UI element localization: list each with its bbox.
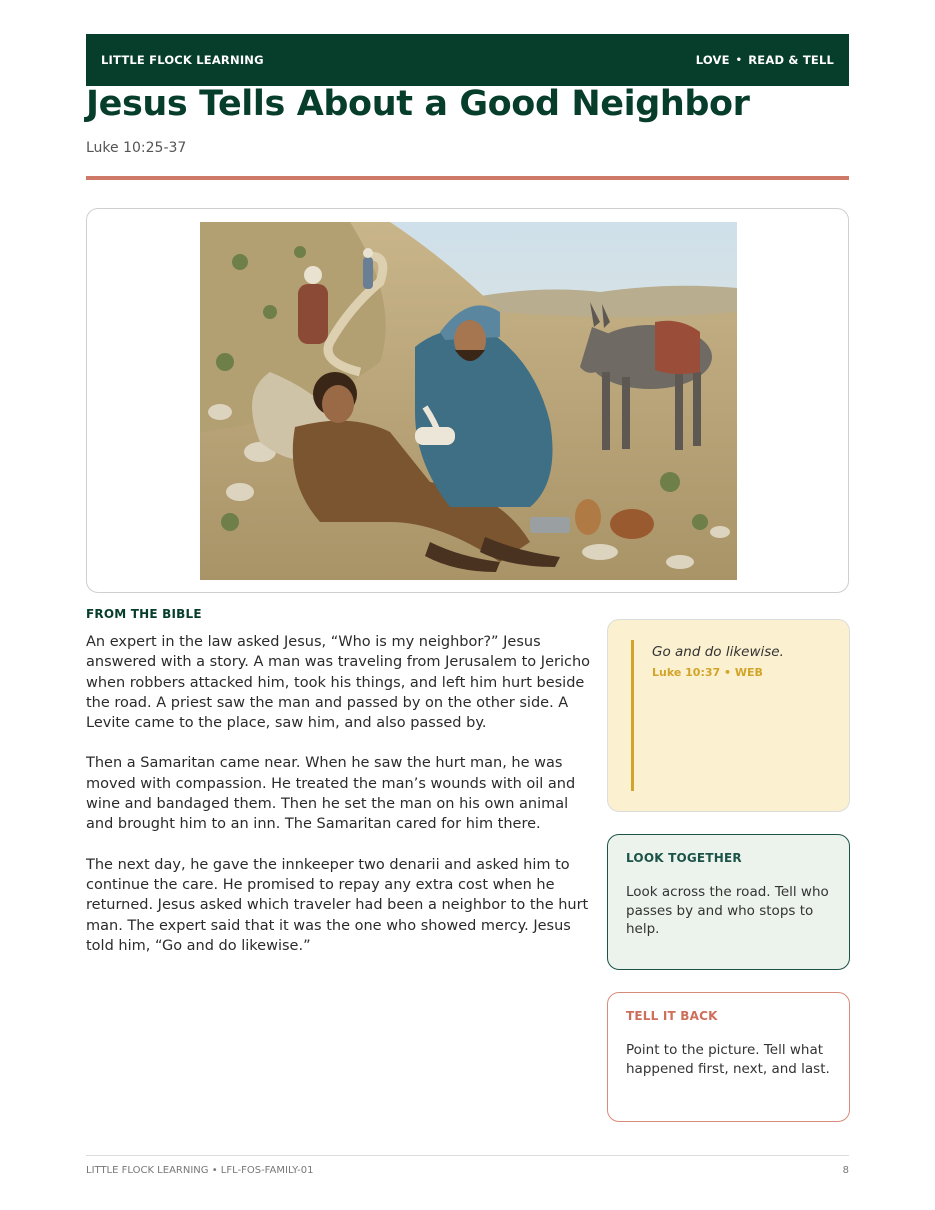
scripture-reference: Luke 10:25-37 — [86, 140, 187, 156]
memory-verse-card — [607, 619, 850, 812]
look-together-body: Look across the road. Tell who passes by and who stops to help. — [626, 884, 829, 937]
quote-accent-bar — [631, 640, 634, 791]
tag-love: LOVE — [695, 53, 730, 67]
story-paragraph: An expert in the law asked Jesus, “Who is my neighbor?” Jesus answered with a story. A man was traveling from Jerusalem to Jericho when robbers attacked him, took his things, and left him hurt beside the road. A priest saw the man and passed by on the other side. A Levite came to the place, saw him, and also passed by. — [86, 634, 591, 732]
page-number: 8 — [842, 1165, 849, 1176]
brand-name: LITTLE FLOCK LEARNING — [101, 53, 264, 67]
tag-read-tell: READ & TELL — [748, 53, 834, 67]
good-samaritan-illustration — [200, 222, 737, 580]
look-together-card — [607, 834, 850, 970]
memory-verse-citation: Luke 10:37 • WEB — [652, 666, 763, 679]
header-bar — [86, 34, 849, 86]
story-paragraph: The next day, he gave the innkeeper two denarii and asked him to continue the care. He promised to repay any extra cost when he returned. Jesus asked which traveler had been a neighbor to the hurt man. The expert said that it was the one who showed mercy. Jesus told him, “Go and do likewise.” — [86, 856, 589, 954]
memory-verse-text: Go and do likewise. — [652, 644, 784, 660]
illustration-frame — [86, 208, 849, 593]
look-together-title: LOOK TOGETHER — [626, 851, 742, 865]
footer-divider — [86, 1155, 849, 1156]
page-title: Jesus Tells About a Good Neighbor — [86, 84, 750, 124]
story-text — [86, 632, 591, 976]
tell-it-back-card — [607, 992, 850, 1122]
section-label: FROM THE BIBLE — [86, 607, 202, 621]
story-paragraph: Then a Samaritan came near. When he saw the hurt man, he was moved with compassion. He treated the man’s wounds with oil and wine and bandaged them. Then he set the man on his own animal and brought him to an inn. The Samaritan cared for him there. — [86, 755, 576, 833]
bullet-separator: • — [735, 54, 743, 66]
title-divider — [86, 176, 849, 180]
tell-it-back-title: TELL IT BACK — [626, 1009, 718, 1023]
header-tags — [696, 53, 834, 67]
tell-it-back-body: Point to the picture. Tell what happened first, next, and last. — [626, 1042, 830, 1077]
footer-text: LITTLE FLOCK LEARNING • LFL-FOS-FAMILY-01 — [86, 1165, 314, 1176]
